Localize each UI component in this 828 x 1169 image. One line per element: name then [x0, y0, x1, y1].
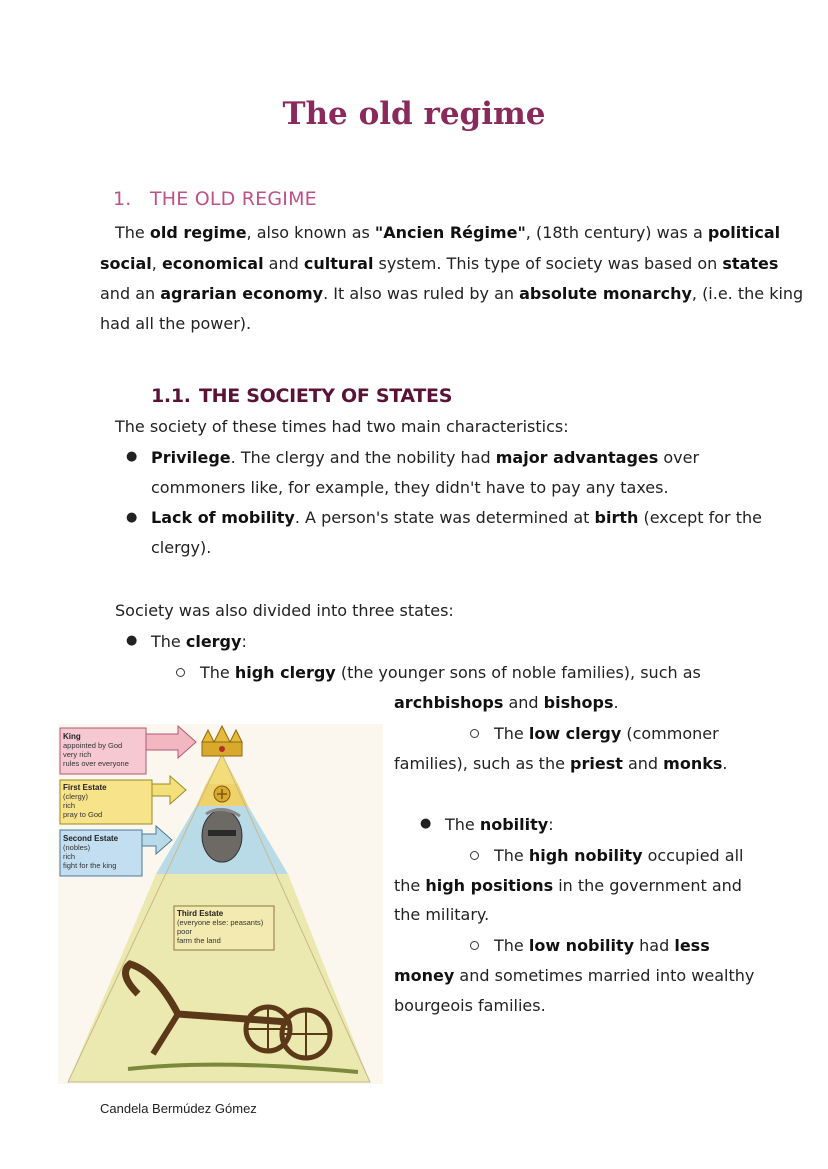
paragraph-line: had all the power).: [100, 314, 252, 333]
clergy-symbol-icon: [214, 786, 230, 802]
first-estate-label: First Estate (clergy) rich pray to God: [63, 783, 107, 819]
section-heading-1: 1. THE OLD REGIME: [113, 188, 317, 210]
list-item-cont: archbishops and bishops.: [394, 693, 619, 712]
paragraph-line: and an agrarian economy. It also was ruled by an absolute monarchy, (i.e. the king: [100, 284, 804, 303]
list-item-cont: clergy).: [151, 538, 212, 557]
pyramid-graphic: [58, 724, 383, 1084]
king-label: King appointed by God very rich rules over everyone: [63, 732, 129, 768]
circle-bullet-icon: [470, 729, 479, 738]
list-item-clergy: The clergy:: [151, 632, 247, 651]
paragraph-line: social, economical and cultural system. This type of society was based on states: [100, 254, 779, 273]
list-item-cont: bourgeois families.: [394, 996, 546, 1015]
list-item-cont: the military.: [394, 905, 490, 924]
circle-bullet-icon: [176, 668, 185, 677]
section-heading-1-1: 1.1. THE SOCIETY OF STATES: [151, 385, 453, 407]
bullet-icon: ●: [126, 510, 138, 525]
divided-text: Society was also divided into three states:: [115, 601, 454, 620]
bullet-icon: ●: [126, 449, 138, 464]
author-footer: Candela Bermúdez Gómez: [100, 1101, 257, 1116]
circle-bullet-icon: [470, 851, 479, 860]
circle-bullet-icon: [470, 941, 479, 950]
bullet-icon: ●: [126, 633, 138, 648]
list-item-high-nobility: The high nobility occupied all: [494, 846, 744, 865]
list-item-cont: money and sometimes married into wealthy: [394, 966, 755, 985]
bullet-icon: ●: [420, 816, 432, 831]
list-item-low-clergy: The low clergy (commoner: [494, 724, 719, 743]
intro-text: The society of these times had two main characteristics:: [115, 417, 569, 436]
pyramid-illustration: [58, 724, 383, 1084]
list-item-nobility: The nobility:: [445, 815, 554, 834]
knight-helmet-icon: [202, 809, 242, 862]
list-item-cont: the high positions in the government and: [394, 876, 742, 895]
second-estate-label: Second Estate (nobles) rich fight for the king: [63, 834, 119, 870]
paragraph-line: The old regime, also known as "Ancien Régime", (18th century) was a political: [115, 223, 781, 242]
crown-icon: [202, 726, 242, 756]
list-item: Privilege. The clergy and the nobility had major advantages over: [151, 448, 700, 467]
list-item-cont: families), such as the priest and monks.: [394, 754, 728, 773]
list-item-cont: commoners like, for example, they didn't have to pay any taxes.: [151, 478, 669, 497]
list-item-high-clergy: The high clergy (the younger sons of noble families), such as: [200, 663, 701, 682]
third-estate-label: Third Estate (everyone else: peasants) poor farm the land: [177, 909, 264, 945]
page-title: The old regime: [282, 96, 546, 132]
list-item: Lack of mobility. A person's state was determined at birth (except for the: [151, 508, 762, 527]
list-item-low-nobility: The low nobility had less: [494, 936, 710, 955]
